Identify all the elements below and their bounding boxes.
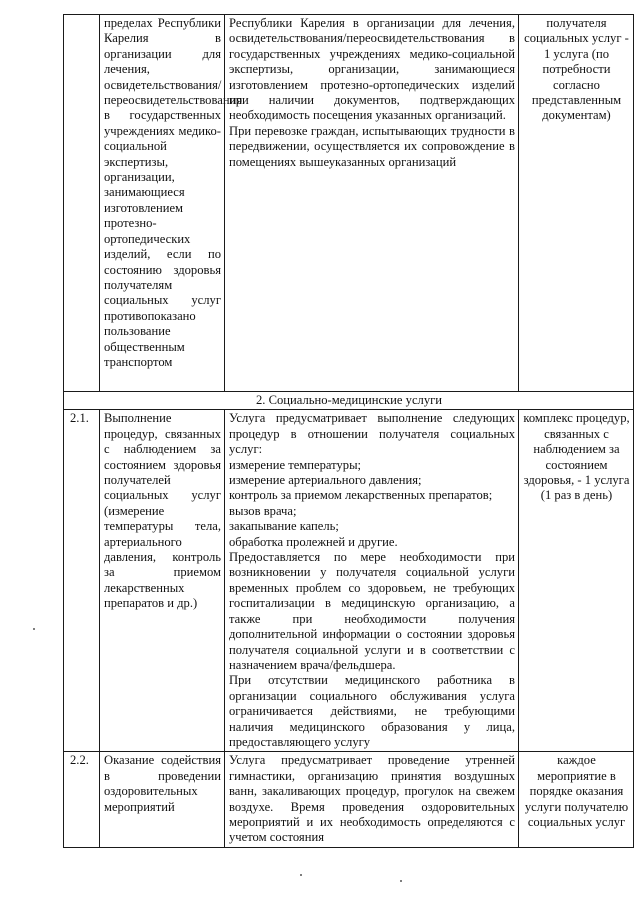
service-name-cell <box>100 752 225 847</box>
description-paragraph: Республики Карелия в организации для лечения, освидетельствования/переосвидетельствования в государственных учреждениях медико-социальной экспертизы, организации, занимающиеся изготовлением протезно-ортопедических изделий при наличии документов, подтверждающих необходимость посещения указанных организаций. <box>229 16 515 123</box>
description-list-item: обработка пролежней и другие. <box>229 534 398 549</box>
section-header-row <box>64 392 634 410</box>
description-list-item: вызов врача; <box>229 503 297 518</box>
description-paragraph: При отсутствии медицинского работника в организации социального обслуживания услуга ограничивается действиями, не требующими наличия медицинского образования у лица, предоставляющего услугу <box>229 673 515 749</box>
section-title: 2. Социально-медицинские услуги <box>64 392 634 410</box>
service-name: пределах Республики Карелия в организации для лечения, освидетельствования/переосвидетельствования в государственных учреждениях медико-социальной экспертизы, организации, занимающиеся изготовлением протезно-ортопедических изделий, если по состоянию здоровья получателям социальных услуг противопоказано пользование общественным транспортом <box>104 16 243 369</box>
row-number: 2.2. <box>64 752 100 847</box>
service-volume-cell <box>519 410 634 752</box>
service-name-cell <box>100 15 243 392</box>
service-volume: каждое мероприятие в порядке оказания услуги получателю социальных услуг <box>524 753 629 829</box>
service-name: Выполнение процедур, связанных с наблюдением за состоянием здоровья получателей социальных услуг (измерение температуры тела, артериального давления, контроль за приемом лекарственных препаратов и др.) <box>104 411 221 611</box>
service-description-cell <box>225 752 519 847</box>
service-volume-cell <box>519 15 634 392</box>
description-list-item: измерение артериального давления; <box>229 473 422 488</box>
services-table <box>63 14 634 848</box>
scan-speck <box>33 628 35 630</box>
service-volume-cell <box>519 752 634 847</box>
table-row <box>64 410 634 752</box>
service-description-cell <box>225 15 519 392</box>
description-paragraph: При перевозке граждан, испытывающих трудности в передвижении, осуществляется их сопровождение в помещениях вышеуказанных организаций <box>229 123 515 169</box>
service-volume: комплекс процедур, связанных с наблюдением за состоянием здоровья, - 1 услуга (1 раз в день) <box>523 411 630 503</box>
row-number: 2.1. <box>64 410 100 752</box>
scan-speck <box>400 880 402 882</box>
table-row <box>64 15 634 392</box>
service-name-cell <box>100 410 225 752</box>
scan-speck <box>300 874 302 876</box>
service-description-cell <box>225 410 519 752</box>
description-paragraph: Предоставляется по мере необходимости при возникновении у получателя социальной услуги временных проблем со здоровьем, не требующих госпитализации в медицинскую организацию, а также при необходимости получения дополнительной информации о состоянии здоровья получателя социальной услуги и в соответствии с назначением врача/фельдшера. <box>229 550 515 672</box>
description-paragraph: Услуга предусматривает проведение утренней гимнастики, организацию принятия воздушных ванн, закаливающих процедур, прогулок на свежем воздухе. Время проведения оздоровительных мероприятий и их необходимость определяются с учетом состояния <box>229 753 515 845</box>
row-number <box>64 15 100 392</box>
description-list-item: контроль за приемом лекарственных препаратов; <box>229 488 493 503</box>
table-row <box>64 752 634 847</box>
description-intro: Услуга предусматривает выполнение следующих процедур в отношении получателя социальных услуг: <box>229 411 515 457</box>
description-list-item: измерение температуры; <box>229 457 362 472</box>
service-volume: получателя социальных услуг - 1 услуга (по потребности согласно представленным документам) <box>524 16 629 123</box>
service-name: Оказание содействия в проведении оздоровительных мероприятий <box>104 753 221 814</box>
description-list-item: закапывание капель; <box>229 519 339 534</box>
